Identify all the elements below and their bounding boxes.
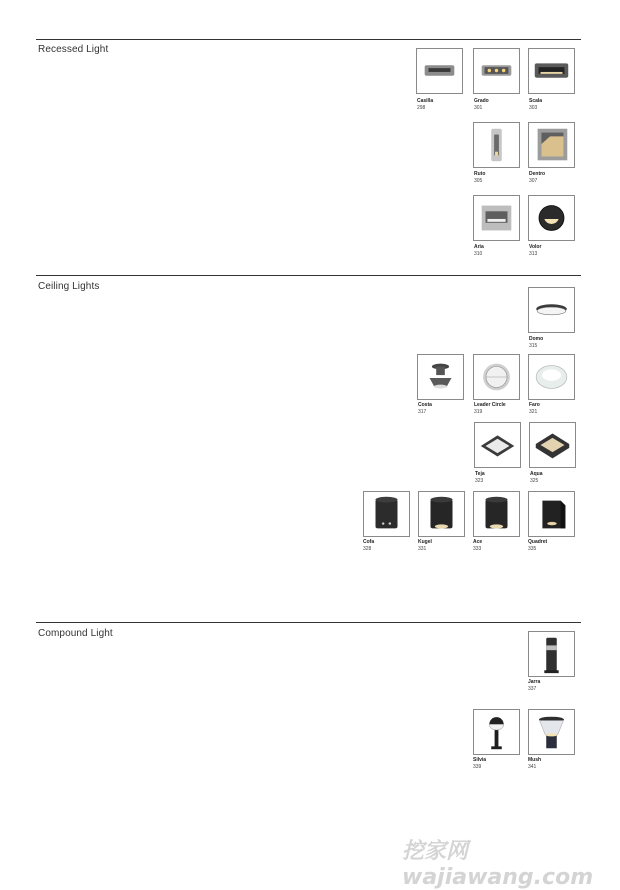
product-caption: Faro 321 xyxy=(529,402,540,415)
product-caption: Scala 303 xyxy=(529,98,543,111)
recessed-square-icon xyxy=(474,196,519,240)
product-caption: Costa 317 xyxy=(418,402,432,415)
post-cone-icon xyxy=(529,710,574,754)
section-divider xyxy=(36,275,581,276)
product-caption: Domo 315 xyxy=(529,336,544,349)
product-tile-ruto[interactable] xyxy=(473,122,520,168)
section-title-recessed: Recessed Light xyxy=(38,44,109,55)
section-divider xyxy=(36,622,581,623)
cylinder-icon xyxy=(474,492,519,536)
product-tile-leader-circle[interactable] xyxy=(473,354,520,400)
product-tile-kugel[interactable] xyxy=(418,491,465,537)
product-tile-aqua[interactable] xyxy=(529,422,576,468)
product-tile-cofa[interactable] xyxy=(363,491,410,537)
post-globe-icon xyxy=(474,710,519,754)
product-tile-scala[interactable] xyxy=(528,48,575,94)
product-tile-silvia[interactable] xyxy=(473,709,520,755)
product-caption: Volor 313 xyxy=(529,244,542,257)
product-caption: Ruto 305 xyxy=(474,171,486,184)
product-caption: Grado 301 xyxy=(474,98,489,111)
cylinder-icon xyxy=(419,492,464,536)
product-caption: Aqua 325 xyxy=(530,471,543,484)
product-caption: Mush 341 xyxy=(528,757,542,770)
product-caption: Quadret 335 xyxy=(528,539,548,552)
section-title-compound: Compound Light xyxy=(38,628,113,639)
product-tile-aria[interactable] xyxy=(473,195,520,241)
ceiling-bulkhead-icon xyxy=(474,355,519,399)
product-tile-quadret[interactable] xyxy=(528,491,575,537)
product-caption: Leader Circle 319 xyxy=(474,402,506,415)
ceiling-flat-icon xyxy=(529,288,574,332)
recessed-dark-slot-icon xyxy=(529,49,574,93)
product-tile-jarra[interactable] xyxy=(528,631,575,677)
ceiling-dome-icon xyxy=(529,355,574,399)
product-caption: Silvia 339 xyxy=(473,757,487,770)
product-caption: Cofa 328 xyxy=(363,539,375,552)
ceiling-spot-icon xyxy=(418,355,463,399)
product-caption: Ace 333 xyxy=(473,539,483,552)
recessed-round-icon xyxy=(529,196,574,240)
bollard-icon xyxy=(529,632,574,676)
section-title-ceiling: Ceiling Lights xyxy=(38,281,100,292)
recessed-vertical-icon xyxy=(474,123,519,167)
product-tile-domo[interactable] xyxy=(528,287,575,333)
product-caption: Kugel 331 xyxy=(418,539,432,552)
section-divider xyxy=(36,39,581,40)
product-tile-grado[interactable] xyxy=(473,48,520,94)
product-tile-faro[interactable] xyxy=(528,354,575,400)
cylinder-multi-icon xyxy=(364,492,409,536)
ceiling-square-dark-icon xyxy=(530,423,575,467)
product-caption: Jarra 337 xyxy=(528,679,541,692)
product-tile-teja[interactable] xyxy=(474,422,521,468)
recessed-slot-icon xyxy=(417,49,462,93)
product-tile-costa[interactable] xyxy=(417,354,464,400)
ceiling-square-icon xyxy=(475,423,520,467)
product-tile-casilla[interactable] xyxy=(416,48,463,94)
product-tile-ace[interactable] xyxy=(473,491,520,537)
product-tile-dentro[interactable] xyxy=(528,122,575,168)
product-caption: Aria 310 xyxy=(474,244,484,257)
cube-icon xyxy=(529,492,574,536)
watermark: 挖家网 wajiawang.com xyxy=(402,839,594,890)
product-caption: Dentro 307 xyxy=(529,171,546,184)
product-tile-mush[interactable] xyxy=(528,709,575,755)
product-caption: Teja 323 xyxy=(475,471,485,484)
recessed-led-bar-icon xyxy=(474,49,519,93)
recessed-square-glow-icon xyxy=(529,123,574,167)
product-tile-volor[interactable] xyxy=(528,195,575,241)
product-caption: Casilla 298 xyxy=(417,98,434,111)
